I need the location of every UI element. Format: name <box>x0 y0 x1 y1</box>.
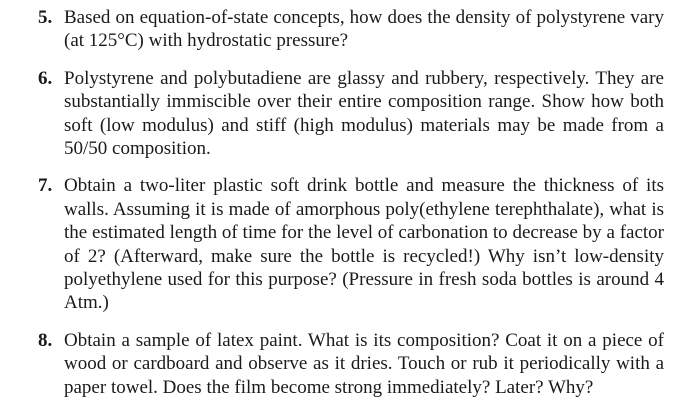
problem-5 <box>0 6 700 53</box>
problem-8 <box>0 329 700 399</box>
problem-number: 5. <box>38 7 53 28</box>
problem-text: Polystyrene and polybutadiene are glassy and rubbery, respectively. They are substantially immiscible over their entire composition range. Show how both soft (low modulus) and stiff (high modulus) materials may be made from a 50/50 composition. <box>64 67 664 160</box>
problem-number: 6. <box>38 67 53 89</box>
problem-number: 8. <box>38 329 53 351</box>
problem-7 <box>0 174 700 314</box>
problem-6 <box>0 67 700 161</box>
problem-text: Obtain a two-liter plastic soft drink bottle and measure the thickness of its walls. Assuming it is made of amorphous poly(ethylene terephthalate), what is the estimated length of time for the level of carbonation to decrease by a factor of 2? (Afterward, make sure the bottle is recycled!) Why isn’t low-density polyethylene used for this purpose? (Pressure in fresh soda bottles is around 4 Atm.) <box>64 175 664 314</box>
problem-number: 7. <box>38 175 53 197</box>
problem-list <box>0 6 700 413</box>
problem-text: Based on equation-of-state concepts, how does the density of polystyrene vary (at 125°C) with hydrostatic pressure? <box>64 7 664 52</box>
problem-text: Obtain a sample of latex paint. What is its composition? Coat it on a piece of wood or cardboard and observe as it dries. Touch or rub it periodically with a paper towel. Does the film become strong immediately? Later? Why? <box>64 329 664 398</box>
